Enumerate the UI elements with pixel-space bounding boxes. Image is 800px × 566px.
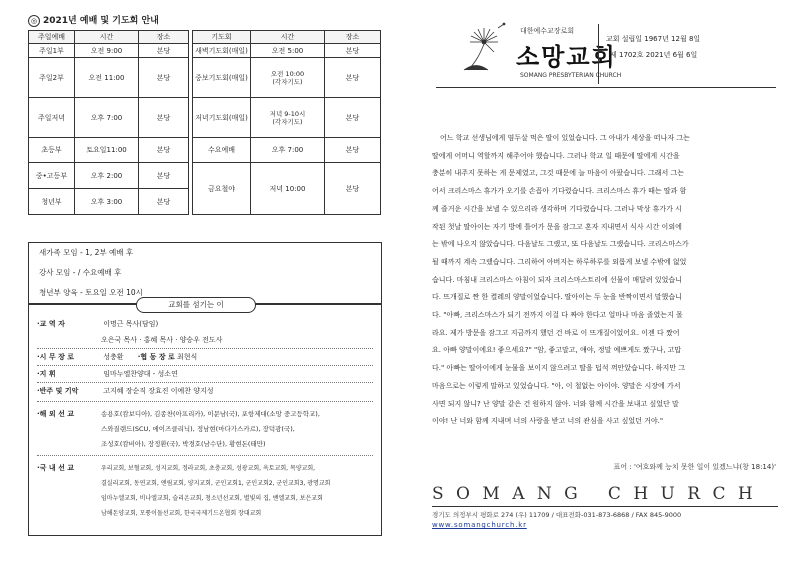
overseas-line: 송용호(캄보디아), 김종찬(아프리카), 이문남(국), 포항제대(소망 중고등학교), [101, 410, 320, 418]
notes-box [28, 242, 382, 304]
denomination: 대한예수교장로회 [520, 27, 575, 35]
table-row: 수요예배 오후 7:00 본당 [193, 138, 381, 163]
footer-banner: SOMANG CHURCH [432, 484, 766, 504]
article-line: 마음으로는 이렇게 말하고 있었습니다. "아, 이 철없는 아이야. 양말은 시장에 가서 [432, 381, 681, 390]
col-meeting: 주일예배 [29, 31, 75, 44]
article-line: 이야! 난 너와 함께 지내며 너의 사랑을 받고 너의 관심을 사고 싶었던 거야." [432, 417, 664, 426]
table-row: 새벽기도회(매일) 오전 5:00 본당 [193, 44, 381, 58]
elder-line: ·시 무 장 로 성충환 ·협 동 장 로 최현식 [37, 353, 198, 361]
circle-bullet-icon: ◎ [28, 15, 40, 27]
domestic-mission-label: ·국 내 선 교 [37, 464, 75, 472]
website-link[interactable]: www.somangchurch.kr [432, 521, 527, 529]
conductor-line: ·지 휘 임마누엘찬양대 - 성소연 [37, 370, 178, 378]
church-english-name: SOMANG PRESBYTERIAN CHURCH [520, 72, 622, 79]
domestic-line: 우리교회, 보혈교회, 성지교회, 정라교회, 초충교회, 성광교회, 옥토교회, 목양교회, [101, 465, 316, 472]
schedule-section [28, 14, 380, 28]
col-place: 장소 [139, 31, 189, 44]
article-line: 다." 아빠는 딸아이에게 눈물을 보이지 않으려고 딸을 덥석 껴안았습니다. 하지만 그 [432, 364, 686, 373]
article-line: 다. 뜨개질로 짠 한 켤레의 양말이었습니다. 딸아이는 두 눈을 반짝이면서 말했습니 [432, 293, 682, 302]
divider [37, 455, 373, 456]
col-place: 장소 [325, 31, 381, 44]
table-row: 저녁기도회(매일) 저녁 9-10시 (각자기도) 본당 [193, 98, 381, 138]
dandelion-logo-icon [454, 20, 510, 76]
domestic-line: 결실리교회, 동연교회, 앤림교회, 양지교회, 군인교회1, 군인교회2, 군인교회3, 광명교회 [101, 480, 331, 487]
divider [37, 365, 373, 366]
col-time: 시간 [75, 31, 139, 44]
prayer-table [192, 30, 381, 215]
accompaniment-line: ·반주 및 기악 고지혜 장순직 장효진 이예찬 양지성 [37, 387, 214, 395]
table-row: 주일저녁 오후 7:00 본당 [29, 98, 189, 138]
article-line: 어서 크리스마스 휴가가 오기를 손꼽아 기다렸습니다. 크리스마스 휴가 때는 딸과 함 [432, 187, 687, 196]
note-item: 새가족 모임 - 1, 2부 예배 후 [39, 248, 134, 257]
church-address: 경기도 의정부시 평화로 274 (우) 11709 / 대표전화-031-873-6868 / FAX 845-9000 [432, 511, 682, 519]
article-body [432, 130, 774, 431]
article-line: 요. 아빠 양말이에요! 좋으세요?" "암, 좋고말고, 얘야, 정말 예쁘게도 짰구나, 고맙 [432, 346, 682, 355]
article-line: 다. "아빠, 크리스마스가 되기 전까지 이걸 다 짜야 한다고 얼마나 마음 졸였는지 몰 [432, 311, 683, 320]
article-line: 충분히 내주지 못하는 게 문제였고, 그것 때문에 늘 마음이 아팠습니다. 그래서 그는 [432, 169, 685, 178]
table-row: 중보기도회(매일) 오전 10:00 (각자기도) 본당 [193, 58, 381, 98]
article-line: 작된 첫날 딸아이는 자기 방에 틀어가 문을 잠그고 혼자 지내면서 식사 시간 이외에 [432, 222, 682, 231]
table-row: 금요철야 저녁 10:00 본당 [193, 163, 381, 215]
table-row: 청년부 오후 3:00 본당 [29, 189, 189, 215]
overseas-mission-label: ·해 외 선 교 [37, 410, 75, 418]
divider [37, 348, 373, 349]
founded-date: 교회 설립일 1967년 12월 8일 [606, 35, 701, 43]
footer-rule [432, 506, 778, 507]
overseas-line: 스와질랜드(SCU, 에이즈클리닉), 정남현(마다가스카르), 장덕광(국), [101, 425, 295, 433]
article-line: 어느 학교 선생님에게 염두살 먹은 딸이 있었습니다. 그 아내가 세상을 떠나자 그는 [440, 134, 690, 142]
servants-box [28, 304, 382, 536]
overseas-line: 조성호(캄비아), 장정환(국), 박경호(남수단), 황현돈(태만) [101, 440, 266, 448]
assistants-line: 오은국 목사 · 홍혜 목사 · 양승우 전도사 [101, 336, 223, 344]
table-row: 주일2부 오전 11:00 본당 [29, 58, 189, 98]
issue-info: 제 1702호 2021년 6월 6일 [610, 51, 698, 59]
article-line: 사면 되지 않니? 난 양말 같은 건 원하지 않아. 너와 함께 시간을 보내고 싶었단 말 [432, 399, 679, 408]
table-row: 중•고등부 오후 2:00 본당 [29, 163, 189, 189]
article-line: 습니다. 마침내 크리스마스 아침이 되자 크리스마스트리에 선물이 매달려 있었습니 [432, 275, 682, 284]
header-divider [598, 24, 599, 84]
divider [37, 382, 373, 383]
col-prayer: 기도회 [193, 31, 251, 44]
church-name: 소망교회 [516, 43, 617, 71]
motto-verse: 표어 : '여호와께 능치 못한 일이 있겠느냐(창 18:14)' [613, 463, 776, 471]
table-row: 주일1부 오전 9:00 본당 [29, 44, 189, 58]
note-item: 강사 모임 - / 수요예배 후 [39, 268, 122, 277]
article-line: 께 즐거운 시간을 보낼 수 있으리라 생각하며 기다렸습니다. 그러나 막상 휴가가 시 [432, 204, 682, 213]
domestic-line: 임마누엘교회, 비나엘교회, 슬리온교회, 청소년선교회, 별빛의 집, 밴엘교회, 보은교회 [101, 495, 323, 502]
domestic-line: 남해돈양교회, 모퉁이돌선교회, 한국국제기드온협회 장대교회 [101, 510, 262, 517]
servants-title: 교회를 섬기는 이 [136, 297, 256, 313]
article-line: 라요. 제가 방문을 잠그고 지금까지 했던 건 바로 이 뜨개질이었어요. 이젠 다 짰어 [432, 328, 680, 337]
note-item: 청년부 양육 - 토요일 오전 10시 [39, 288, 143, 297]
table-row: 초등부 토요일11:00 본당 [29, 138, 189, 163]
worship-table [28, 30, 189, 215]
header-rule [436, 87, 776, 88]
article-line: 딸에게 어머니 역할까지 해주어야 했습니다. 그러나 학교 일 때문에 딸에게 시간을 [432, 151, 680, 160]
col-time: 시간 [251, 31, 325, 44]
schedule-title: ◎ 2021년 예배 및 기도회 안내 [28, 14, 380, 28]
article-line: 될 때까지 계속 그랬습니다. 그리하여 아버지는 하루하루를 외롭게 보낼 수밖에 없었 [432, 257, 687, 266]
pastor-line: ·교 역 자 이명근 목사(담임) [37, 320, 159, 328]
article-line: 는 밖에 나오지 않았습니다. 다음날도 그랬고, 또 다음날도 그랬습니다. 크리스마스가 [432, 240, 689, 249]
divider [37, 401, 373, 402]
